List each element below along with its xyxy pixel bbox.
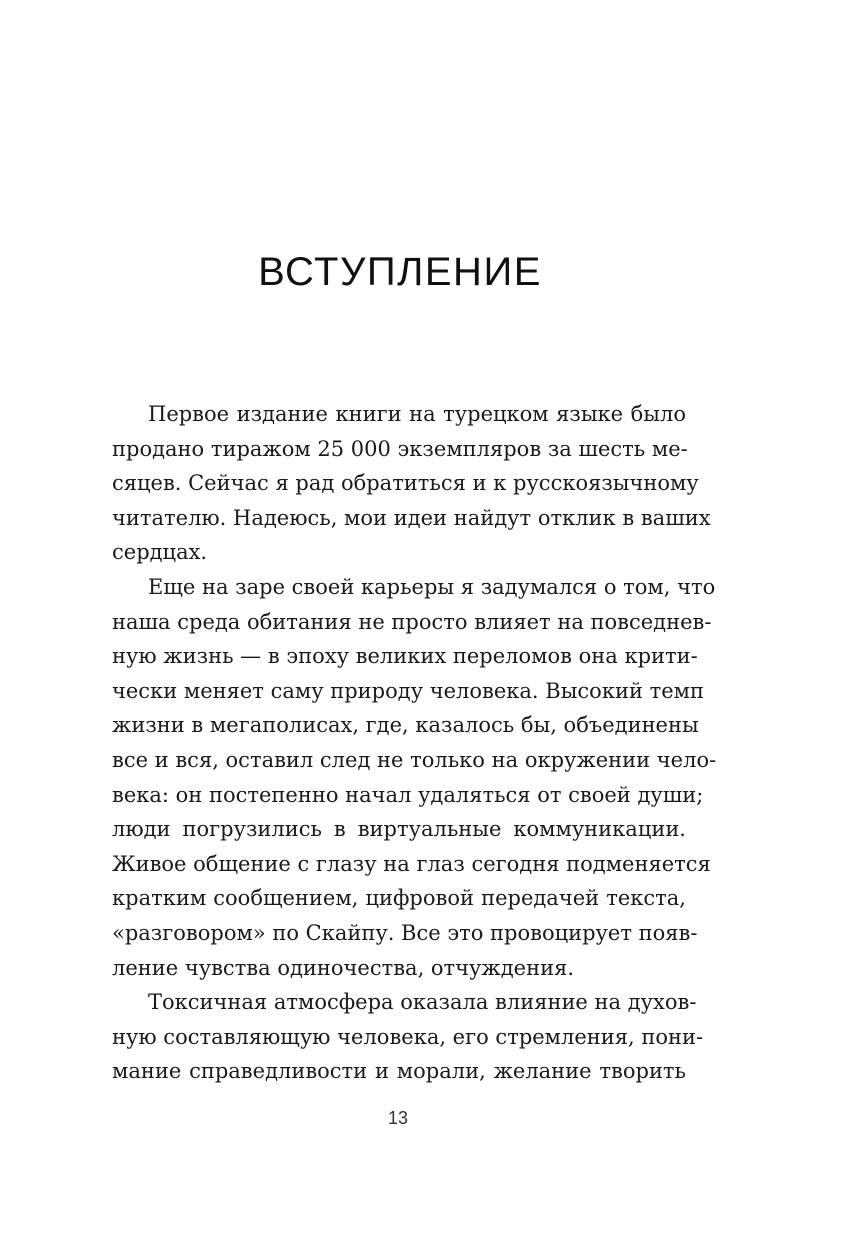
text-line: Живое общение с глазу на глаз сегодня подменяется xyxy=(112,851,711,876)
text-line: Токсичная атмосфера оказала влияние на духов- xyxy=(148,990,697,1015)
text-line: Первое издание книги на турецком языке было xyxy=(148,402,686,426)
text-line: жизни в мегаполисах, где, казалось бы, объединены xyxy=(112,713,699,738)
body-text xyxy=(112,397,717,1089)
text-line: ление чувства одиночества, отчуждения. xyxy=(112,955,575,980)
paragraph-1 xyxy=(112,397,711,570)
text-line: «разговором» по Скайпу. Все это провоцирует появ- xyxy=(112,920,698,945)
text-line: чески меняет саму природу человека. Высокий темп xyxy=(112,678,704,703)
text-line: ную составляющую человека, его стремления, пони- xyxy=(112,1024,704,1049)
text-line: все и вся, оставил след не только на окружении чело- xyxy=(112,747,717,772)
text-line: Еще на заре своей карьеры я задумался о том, что xyxy=(148,574,716,599)
text-line: сяцев. Сейчас я рад обратиться и к русскоязычному xyxy=(112,471,699,496)
text-line: наша среда обитания не просто влияет на повседнев- xyxy=(112,609,712,634)
text-line: продано тиражом 25 000 экземпляров за шесть ме- xyxy=(112,436,688,461)
paragraph-2 xyxy=(112,570,717,985)
text-line: мание справедливости и морали, желание творить xyxy=(112,1059,686,1084)
text-line: люди погрузились в виртуальные коммуникации. xyxy=(112,817,686,842)
text-line: читателю. Надеюсь, мои идеи найдут отклик в ваших xyxy=(112,505,711,530)
text-line: ную жизнь — в эпоху великих переломов она крити- xyxy=(112,644,698,669)
page-number: 13 xyxy=(387,1108,409,1128)
text-line: сердцах. xyxy=(112,540,208,565)
paragraph-3 xyxy=(112,985,704,1089)
text-line: кратким сообщением, цифровой передачей текста, xyxy=(112,886,686,911)
chapter-title: ВСТУПЛЕНИЕ xyxy=(258,250,542,294)
text-line: века: он постепенно начал удаляться от своей души; xyxy=(112,782,704,807)
